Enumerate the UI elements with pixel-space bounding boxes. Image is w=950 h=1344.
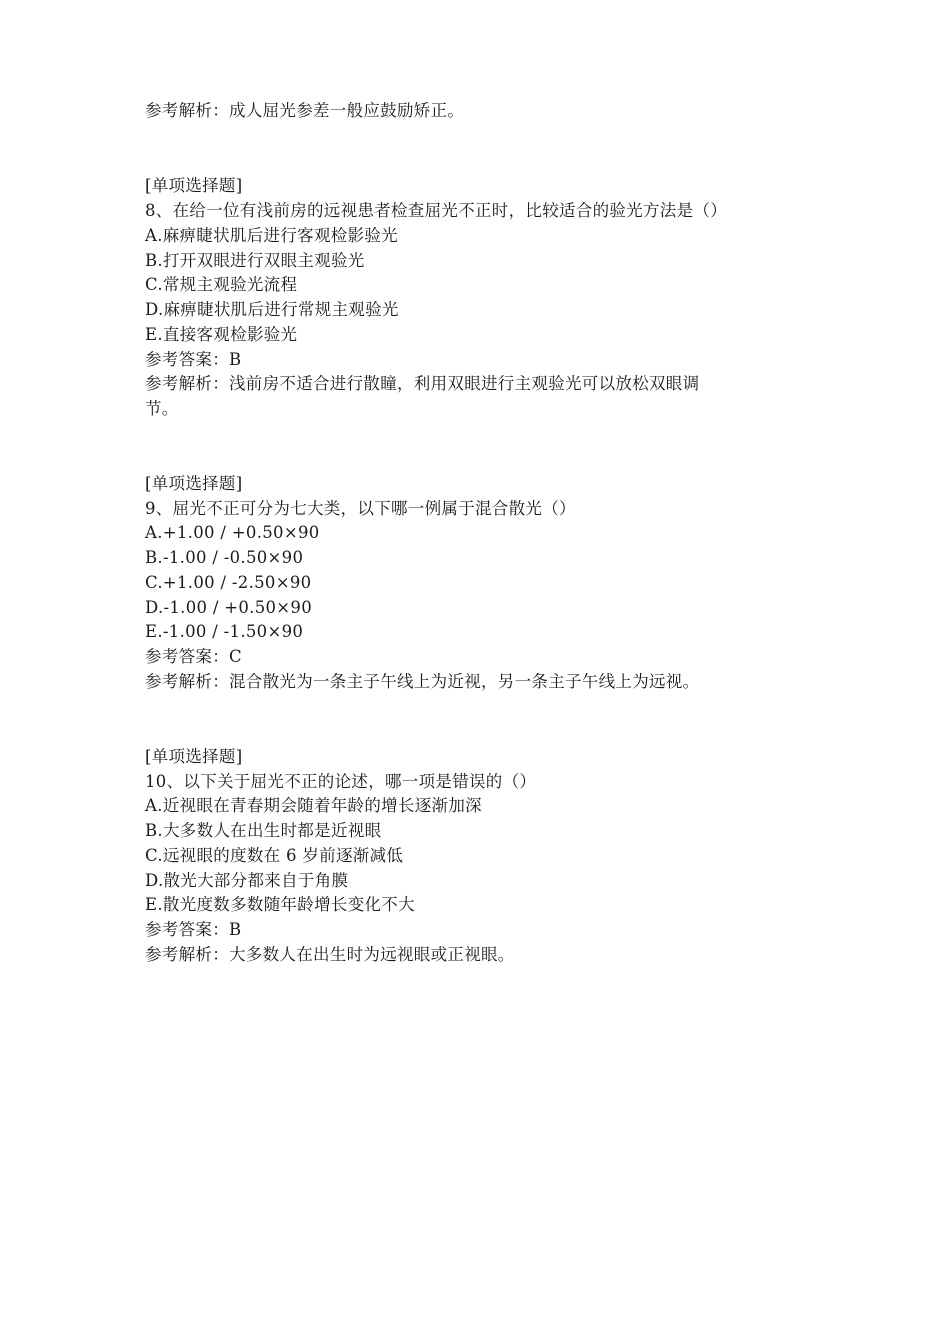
analysis-text: 参考解析：成人屈光参差一般应鼓励矫正。 [145, 101, 465, 120]
question-type: [单项选择题] [145, 747, 243, 766]
option-b: B.打开双眼进行双眼主观验光 [145, 251, 365, 270]
question-stem: 8、在给一位有浅前房的远视患者检查屈光不正时，比较适合的验光方法是（） [145, 201, 727, 220]
option-c: C.远视眼的度数在 6 岁前逐渐减低 [145, 846, 404, 865]
question-type: [单项选择题] [145, 474, 243, 493]
analysis-text: 参考解析：浅前房不适合进行散瞳，利用双眼进行主观验光可以放松双眼调 [145, 374, 700, 393]
answer-text: 参考答案：B [145, 350, 242, 369]
option-c: C.常规主观验光流程 [145, 275, 298, 294]
option-a: A.麻痹睫状肌后进行客观检影验光 [145, 226, 398, 245]
question-stem: 9、屈光不正可分为七大类，以下哪一例属于混合散光（） [145, 499, 576, 518]
answer-text: 参考答案：B [145, 920, 242, 939]
option-e: E.散光度数多数随年龄增长变化不大 [145, 895, 415, 914]
option-d: D.-1.00 / +0.50×90 [145, 598, 313, 617]
option-c: C.+1.00 / -2.50×90 [145, 573, 312, 592]
option-e: E.-1.00 / -1.50×90 [145, 622, 304, 641]
option-b: B.-1.00 / -0.50×90 [145, 548, 304, 567]
option-d: D.散光大部分都来自于角膜 [145, 871, 349, 890]
option-a: A.近视眼在青春期会随着年龄的增长逐渐加深 [145, 796, 482, 815]
analysis-text: 参考解析：大多数人在出生时为远视眼或正视眼。 [145, 945, 515, 964]
analysis-text: 参考解析：混合散光为一条主子午线上为近视，另一条主子午线上为远视。 [145, 672, 700, 691]
analysis-text: 节。 [145, 399, 179, 418]
question-type: [单项选择题] [145, 176, 243, 195]
option-a: A.+1.00 / +0.50×90 [145, 523, 320, 542]
option-e: E.直接客观检影验光 [145, 325, 298, 344]
option-d: D.麻痹睫状肌后进行常规主观验光 [145, 300, 399, 319]
option-b: B.大多数人在出生时都是近视眼 [145, 821, 382, 840]
answer-text: 参考答案：C [145, 647, 242, 666]
question-stem: 10、以下关于屈光不正的论述，哪一项是错误的（） [145, 772, 537, 791]
